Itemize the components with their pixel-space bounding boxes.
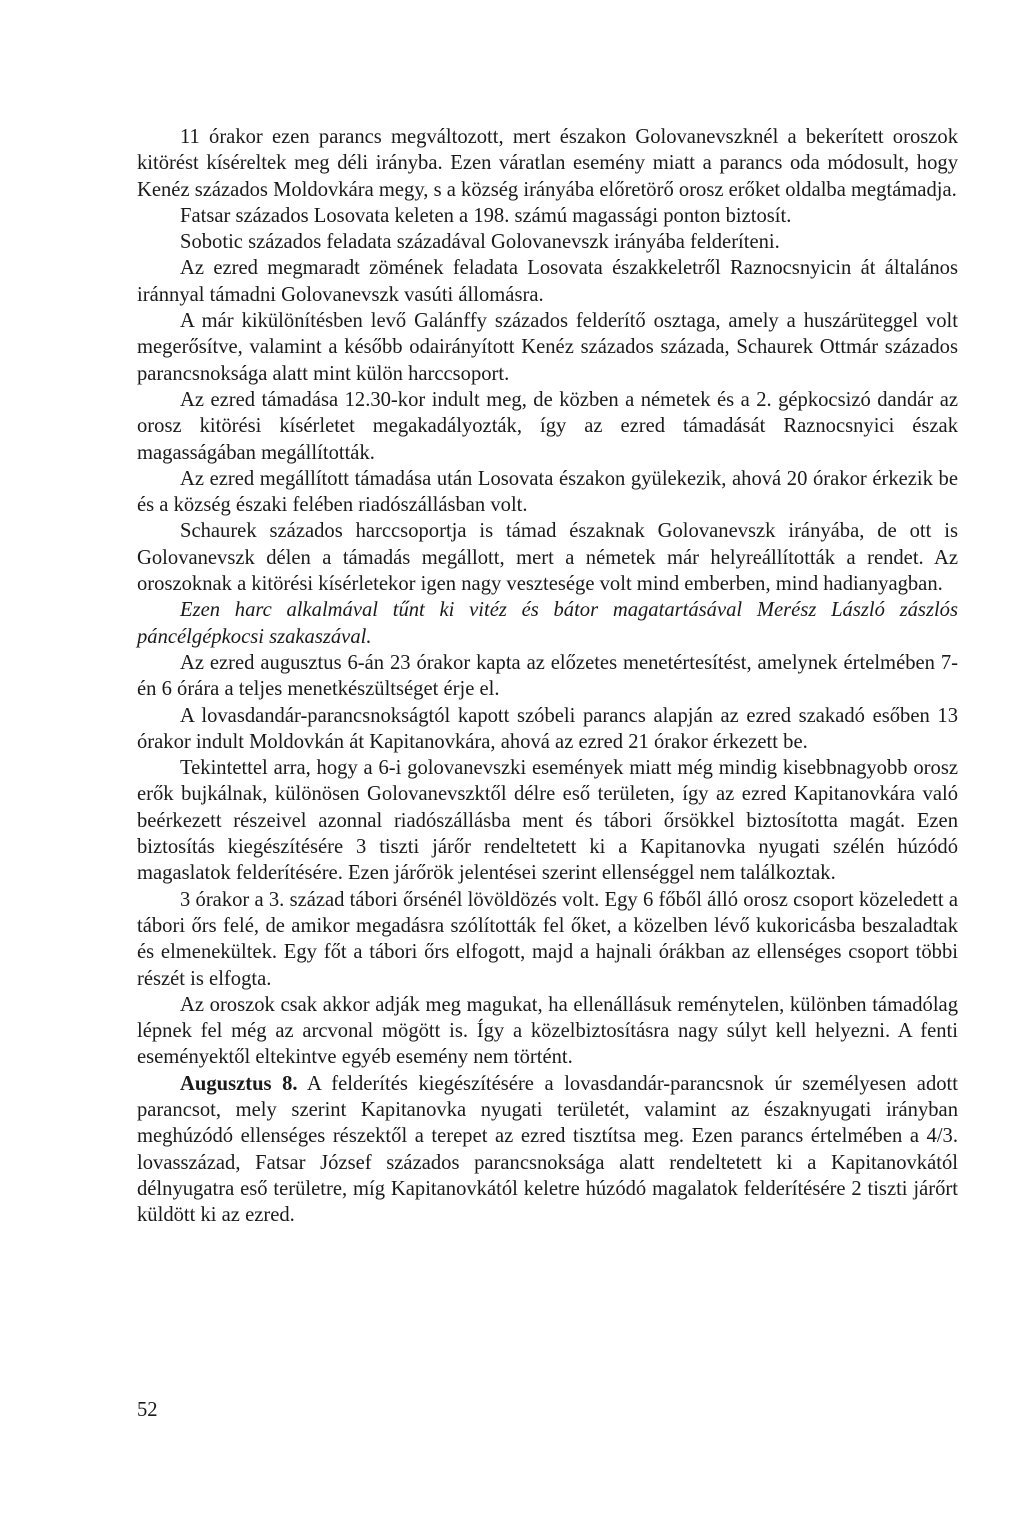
paragraph-1: 11 órakor ezen parancs megváltozott, mert északon Golovanevszknél a bekerített oroszok kitörést kíséreltek meg déli irányba. Ezen váratlan esemény miatt a parancs oda módosult, hogy Kenéz százados Moldovkára megy, s a község irányába előretörő orosz erőket oldalba megtámadja. (137, 126, 958, 201)
paragraph-9-italic: Ezen harc alkalmával tűnt ki vitéz és bátor magatartásával Merész László zászlós páncélgépkocsi szakaszával. (137, 599, 958, 648)
date-heading: Augusztus 8. (180, 1072, 298, 1095)
paragraph-5: A már kikülönítésben levő Galánffy százados felderítő osztaga, amely a huszárüteggel volt megerősítve, valamint a később odairányított Kenéz százados százada, Schaurek Ottmár százados parancsnoksága alatt mint külön harccsoport. (137, 310, 958, 385)
paragraph-14: Az oroszok csak akkor adják meg magukat, ha ellenállásuk reménytelen, különben támadólag lépnek fel még az arcvonal mögött is. Így a közelbiztosításra nagy súlyt kell helyezni. A fenti eseményektől eltekintve egyéb esemény nem történt. (137, 993, 958, 1069)
paragraph-8: Schaurek százados harccsoportja is támad északnak Golovanevszk irányába, de ott is Golovanevszk délen a támadás megállott, mert a németek már helyreállították a rendet. Az oroszoknak a kitörési kísérletekor igen nagy vesztesége volt mind emberben, mind hadianyagban. (137, 520, 958, 596)
paragraph-6: Az ezred támadása 12.30-kor indult meg, de közben a németek és a 2. gépkocsizó dandár az orosz kitörési kísérletet megakadályozták, így az ezred támadását Raznocsnyici észak magasságában megállították. (137, 388, 958, 464)
page-number: 52 (137, 1399, 158, 1421)
page-body (137, 124, 958, 1228)
paragraph-2: Fatsar százados Losovata keleten a 198. számú magassági ponton biztosít. (180, 204, 792, 227)
paragraph-3: Sobotic százados feladata századával Golovanevszk irányába felderíteni. (180, 231, 780, 254)
paragraph-7: Az ezred megállított támadása után Losovata északon gyülekezik, ahová 20 órakor érkezik be és a község északi felében riadószállásban volt. (137, 467, 958, 517)
paragraph-15-text: A felderítés kiegészítésére a lovasdandár-parancsnok úr személyesen adott parancsot, mely szerint Kapitanovka nyugati területét, valamint az északnyugati irányban meghúzódó ellenséges részektől a terepet az ezred tisztítsa meg. Ezen parancs értelmében a 4/3. lovasszázad, Fatsar József százados parancsnoksága alatt rendeltetett ki a Kapitanovkától délnyugatra eső területre, míg Kapitanovkától keletre húzódó magalatok felderítésére 2 tiszti járőrt küldött ki az ezred. (137, 1072, 958, 1227)
paragraph-11: A lovasdandár-parancsnokságtól kapott szóbeli parancs alapján az ezred szakadó esőben 13 órakor indult Moldovkán át Kapitanovkára, ahová az ezred 21 órakor érkezett be. (137, 704, 958, 753)
paragraph-4: Az ezred megmaradt zömének feladata Losovata északkeletről Raznocsnyicin át általános iránnyal támadni Golovanevszk vasúti állomásra. (137, 257, 958, 306)
paragraph-12: Tekintettel arra, hogy a 6-i golovanevszki események miatt még mindig kisebbnagyobb orosz erők bujkálnak, különösen Golovanevszktől délre eső területen, így az ezred Kapitanovkára való beérkezett részeivel azonnal riadószállásba ment és tábori őrsökkel biztosította magát. Ezen biztosítás kiegészítésére 3 tiszti járőr rendeltetett ki a Kapitanovka nyugati szélén húzódó magaslatok felderítésére. Ezen járőrök jelentései szerint ellenséggel nem találkoztak. (137, 757, 958, 885)
paragraph-13: 3 órakor a 3. század tábori őrsénél lövöldözés volt. Egy 6 főből álló orosz csoport közeledett a tábori őrs felé, de amikor megadásra szólították fel őket, a közelben lévő kukoricásba beszaladtak és elmenekültek. Egy főt a tábori őrs elfogott, majd a hajnali órákban az ellenséges csoport többi részét is elfogta. (137, 888, 958, 990)
paragraph-10: Az ezred augusztus 6-án 23 órakor kapta az előzetes menetértesítést, amelynek értelmében 7-én 6 órára a teljes menetkészültséget érje el. (137, 651, 958, 701)
paragraph-15 (137, 1071, 958, 1229)
